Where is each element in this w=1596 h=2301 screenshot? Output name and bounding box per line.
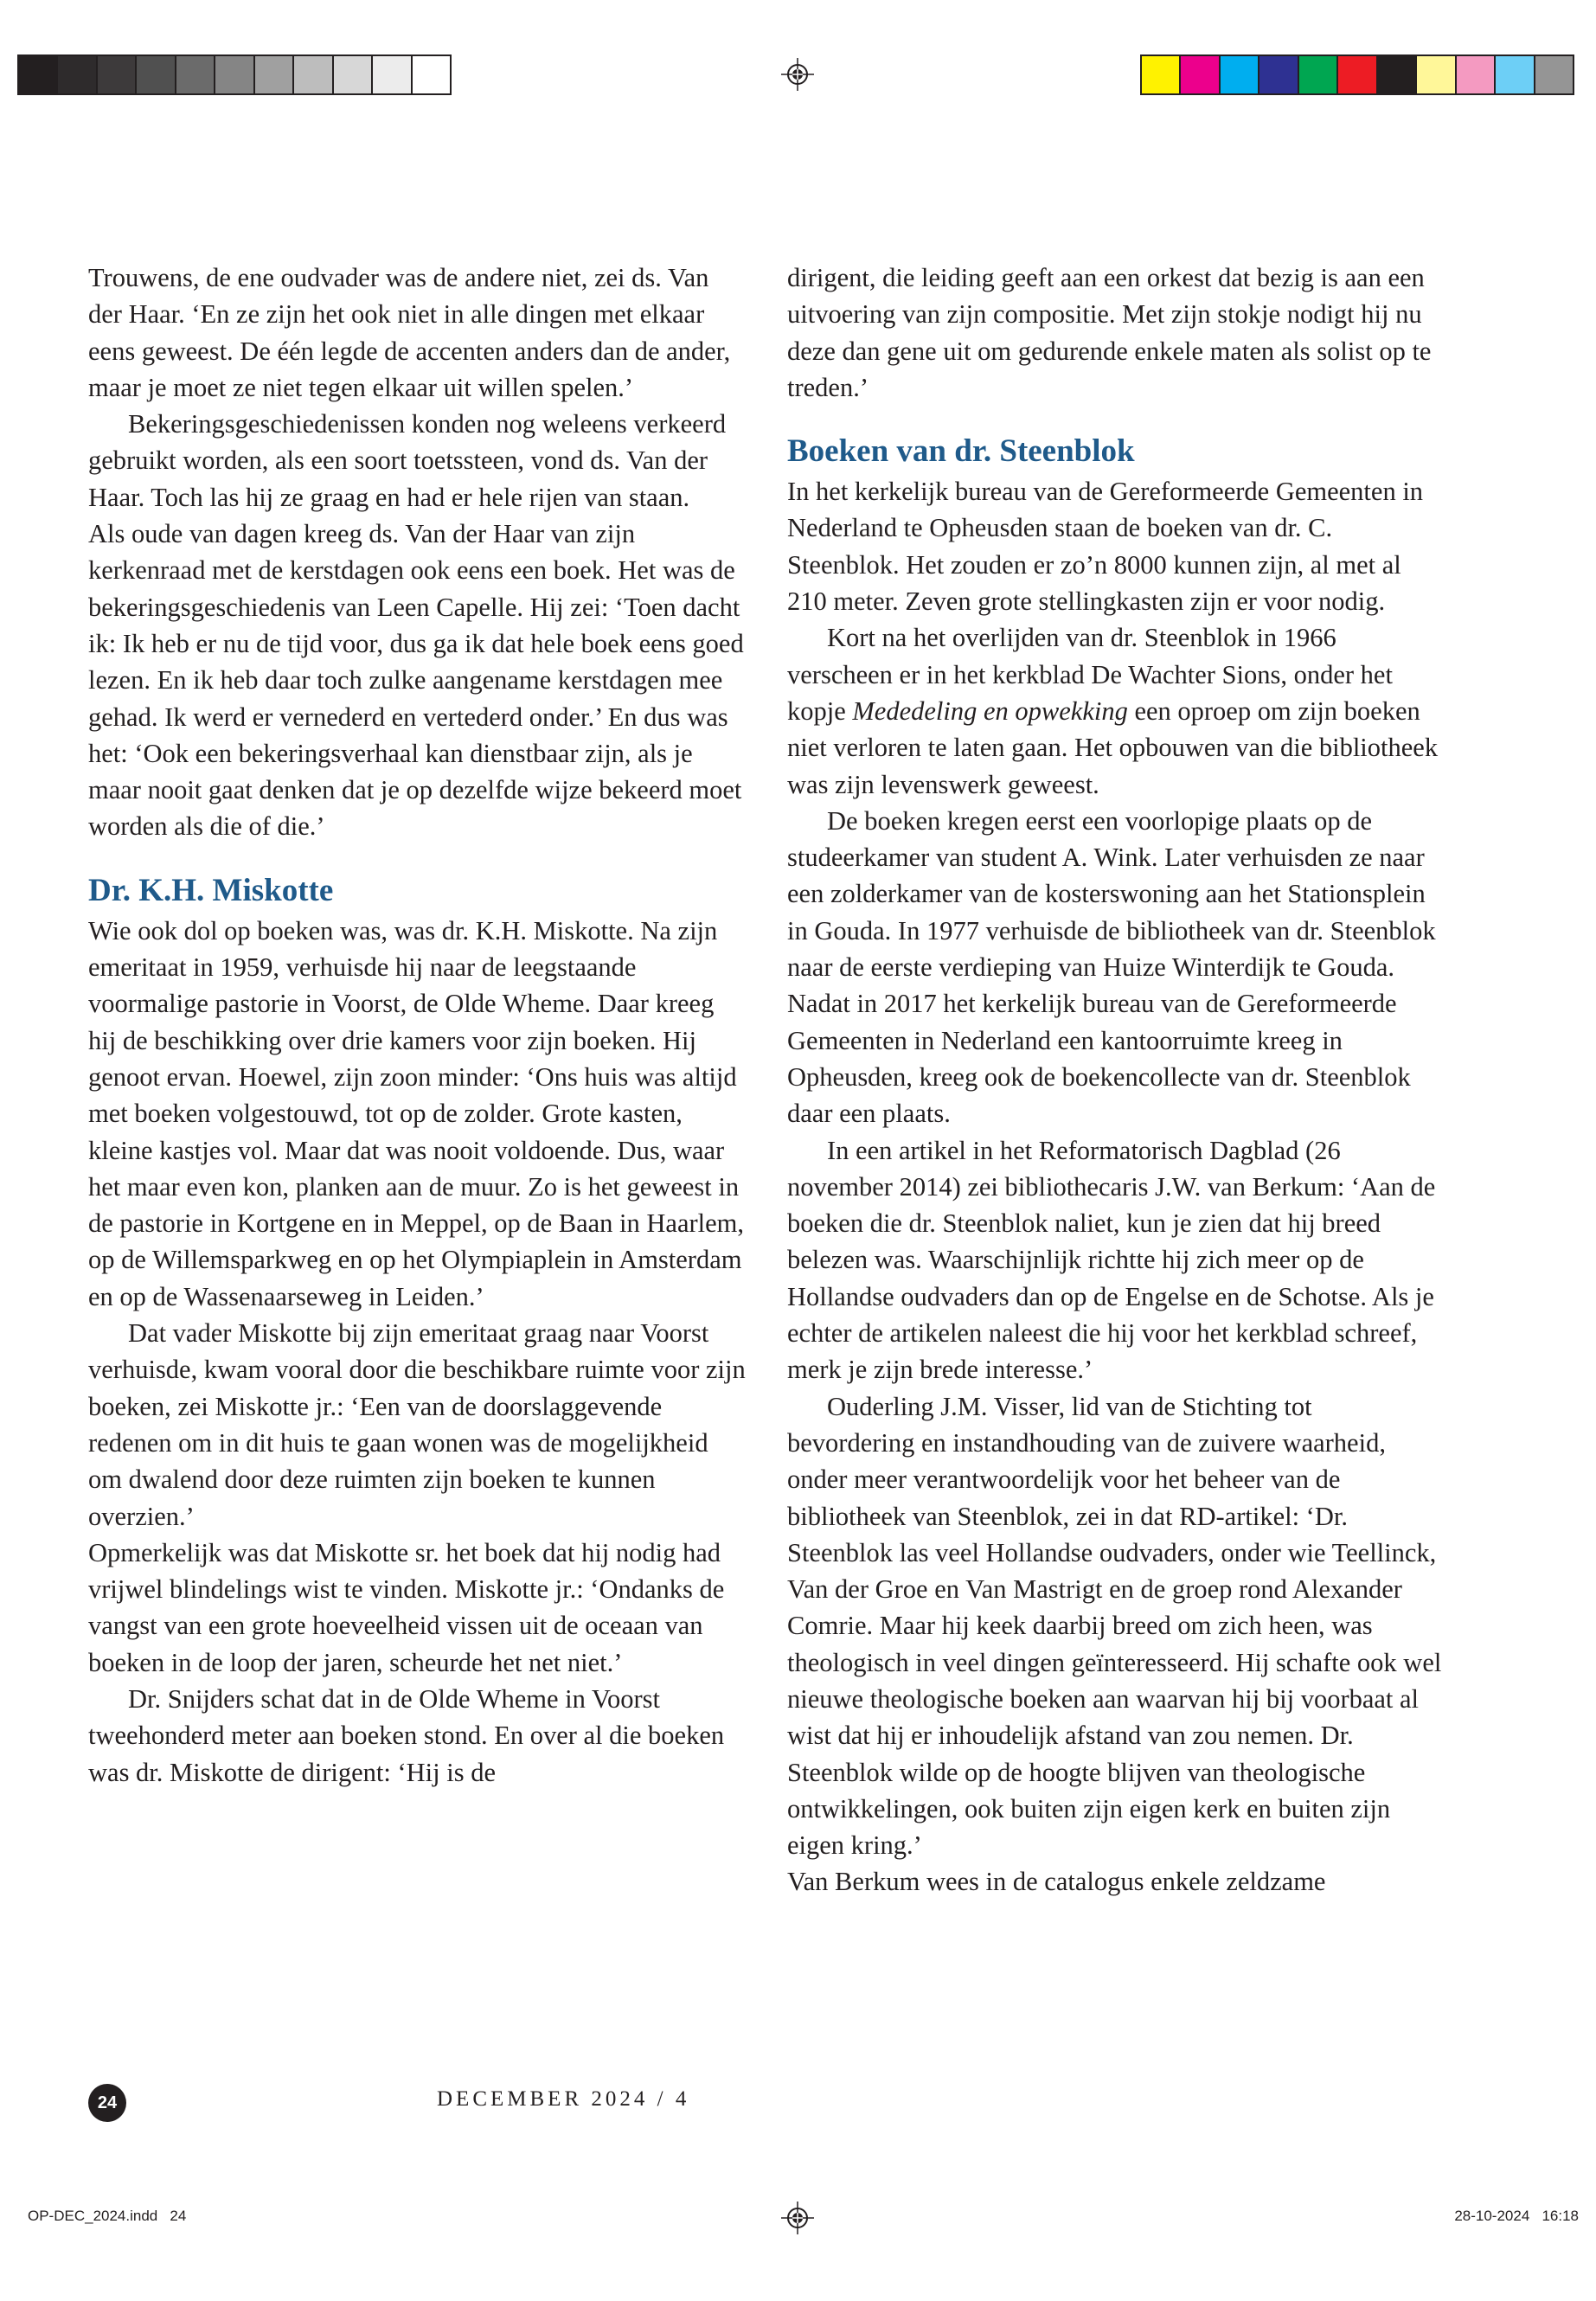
- slug-filename: OP-DEC_2024.indd 24: [28, 2208, 187, 2224]
- paragraph: De boeken kregen eerst een voorlopige plaats op de studeerkamer van student A. Wink. Later verhuisden ze naar een zolderkamer van de kosterswoning aan het Stationsplein in Gouda. In 1977 verhuisde de bibliotheek van dr. Steenblok naar de eerste verdieping van Huize Winterdijk te Gouda. Nadat in 2017 het kerkelijk bureau van de Gereformeerde Gemeenten in Nederland een kantoorruimte kreeg in Opheusden, kreeg ook de boekencollecte van dr. Steenblok daar een plaats.: [787, 805, 1436, 1129]
- issue-label: DECEMBER 2024 / 4: [437, 2087, 690, 2111]
- right-column: [787, 260, 1445, 1900]
- grayscale-color-bar: [17, 54, 452, 95]
- paragraph: Wie ook dol op boeken was, was dr. K.H. Miskotte. Na zijn emeritaat in 1959, verhuisde hij naar de leegstaande voormalige pastorie in Voorst, de Olde Wheme. Daar kreeg hij de beschikking over drie kamers voor zijn boeken. Hij genoot ervan. Hoewel, zijn zoon minder: ‘Ons huis was altijd met boeken volgestouwd, tot op de zolder. Grote kasten, kleine kastjes vol. Maar dat was nooit voldoende. Dus, waar het maar even kon, planken aan de muur. Zo is het geweest in de pastorie in Kortgene en in Meppel, op de Baan in Haarlem, op de Willemsparkweg en op het Olympiaplein in Amsterdam en op de Wassenaarseweg in Leiden.’: [88, 915, 745, 1311]
- color-swatch: [1181, 56, 1220, 93]
- paragraph: Als oude van dagen kreeg ds. Van der Haar van zijn kerkenraad met de kerstdagen ook eens een boek. Het was de bekeringsgeschiedenis van Leen Capelle. Hij zei: ‘Toen dacht ik: Ik heb er nu de tijd voor, dus ga ik dat hele boek eens goed lezen. En ik heb daar toch zulke aangename kerstdagen mee gehad. Ik werd er vernederd en vertederd onder.’ En dus was het: ‘Ook een bekeringsverhaal kan dienstbaar zijn, als je maar nooit gaat denken dat je op dezelfde wijze bekeerd moet worden als die of die.’: [88, 519, 744, 842]
- gray-swatch: [98, 56, 137, 93]
- gray-swatch: [294, 56, 333, 93]
- paragraph: Ouderling J.M. Visser, lid van de Stichting tot bevordering en instandhouding van de zuivere waarheid, onder meer verantwoordelijk voor het beheer van de bibliotheek van Steenblok, zei in dat RD-artikel: ‘Dr. Steenblok las veel Hollandse oudvaders, onder wie Teellinck, Van der Groe en Van Mastrigt en de groep rond Alexander Comrie. Maar hij keek daarbij breed om zich heen, was theologisch in veel dingen geïnteresseerd. Hij schafte ook wel nieuwe theologische boeken aan waarvan hij bij voorbaat al wist dat hij er inhoudelijk afstand van zou nemen. Dr. Steenblok wilde op de hoogte blijven van theologische ontwikkelingen, ook buiten zijn eigen kerk en buiten zijn eigen kring.’: [787, 1391, 1442, 1861]
- paragraph: Bekeringsgeschiedenissen konden nog weleens verkeerd gebruikt worden, als een soort toetssteen, vond ds. Van der Haar. Toch las hij ze graag en had er hele rijen van staan.: [88, 409, 727, 512]
- text-run: een oproep om zijn boeken niet verloren te laten gaan. Het opbouwen van die bibliotheek was zijn levenswerk geweest.: [787, 695, 1439, 799]
- text-run: Kort na het overlijden van dr. Steenblok in 1966 verscheen er in het kerkblad De Wachter Sions, onder het kopje: [787, 623, 1393, 726]
- color-swatch: [1221, 56, 1259, 93]
- color-swatch: [1259, 56, 1298, 93]
- color-swatch: [1142, 56, 1181, 93]
- color-swatch: [1378, 56, 1417, 93]
- color-swatch: [1535, 56, 1573, 93]
- paragraph: In het kerkelijk bureau van de Gereformeerde Gemeenten in Nederland te Opheusden staan de boeken van dr. C. Steenblok. Het zouden er zo’n 8000 kunnen zijn, al met al 210 meter. Zeven grote stellingkasten zijn er voor nodig.: [787, 477, 1424, 617]
- gray-swatch: [334, 56, 373, 93]
- gray-swatch: [373, 56, 412, 93]
- left-column: [88, 260, 746, 1791]
- color-swatch: [1417, 56, 1456, 93]
- italic-title: Mededeling en opwekking: [852, 695, 1128, 726]
- paragraph: Trouwens, de ene oudvader was de andere niet, zei ds. Van der Haar. ‘En ze zijn het ook niet in alle dingen met elkaar eens geweest. De één legde de accenten anders dan de ander, maar je moet ze niet tegen elkaar uit willen spelen.’: [88, 263, 731, 402]
- gray-swatch: [19, 56, 58, 93]
- slug-timestamp: 28-10-2024 16:18: [1454, 2208, 1579, 2224]
- gray-swatch: [255, 56, 294, 93]
- color-swatch: [1496, 56, 1535, 93]
- paragraph: Dr. Snijders schat dat in de Olde Wheme in Voorst tweehonderd meter aan boeken stond. En over al die boeken was dr. Miskotte de dirigent: ‘Hij is de: [88, 1683, 725, 1787]
- section-heading-steenblok: Boeken van dr. Steenblok: [787, 433, 1135, 470]
- paragraph: Van Berkum wees in de catalogus enkele zeldzame: [787, 1867, 1326, 1897]
- paragraph: dirigent, die leiding geeft aan een orkest dat bezig is aan een uitvoering van zijn compositie. Met zijn stokje nodigt hij nu deze dan gene uit om gedurende enkele maten als solist op te treden.’: [787, 263, 1432, 402]
- gray-swatch: [58, 56, 97, 93]
- gray-swatch: [215, 56, 254, 93]
- registration-mark-icon: [781, 58, 814, 91]
- gray-swatch: [137, 56, 176, 93]
- registration-mark-icon: [781, 2202, 814, 2234]
- gray-swatch: [176, 56, 215, 93]
- gray-swatch: [413, 56, 450, 93]
- section-heading-miskotte: Dr. K.H. Miskotte: [88, 872, 334, 908]
- paragraph: In een artikel in het Reformatorisch Dagblad (26 november 2014) zei bibliothecaris J.W. van Berkum: ‘Aan de boeken die dr. Steenblok naliet, kun je zien dat hij breed belezen was. Waarschijnlijk richtte hij zich meer op de Hollandse oudvaders dan op de Engelse en de Schotse. Als je echter de artikelen naleest die hij voor het kerkblad schreef, merk je zijn brede interesse.’: [787, 1135, 1436, 1385]
- color-swatch: [1338, 56, 1377, 93]
- paragraph: Dat vader Miskotte bij zijn emeritaat graag naar Voorst verhuisde, kwam vooral door die beschikbare ruimte voor zijn boeken, zei Miskotte jr.: ‘Een van de doorslaggevende redenen om in dit huis te gaan wonen was de mogelijkheid om dwalend door deze ruimten zijn boeken te kunnen overzien.’: [88, 1318, 746, 1531]
- paragraph: [787, 619, 1445, 802]
- color-swatch: [1299, 56, 1338, 93]
- process-color-bar: [1140, 54, 1574, 95]
- color-swatch: [1457, 56, 1496, 93]
- page-number-badge: 24: [88, 2084, 126, 2122]
- paragraph: Opmerkelijk was dat Miskotte sr. het boek dat hij nodig had vrijwel blindelings wist te vinden. Miskotte jr.: ‘Ondanks de vangst van een grote hoeveelheid vissen uit de oceaan van boeken in de loop der jaren, scheurde het net niet.’: [88, 1537, 725, 1677]
